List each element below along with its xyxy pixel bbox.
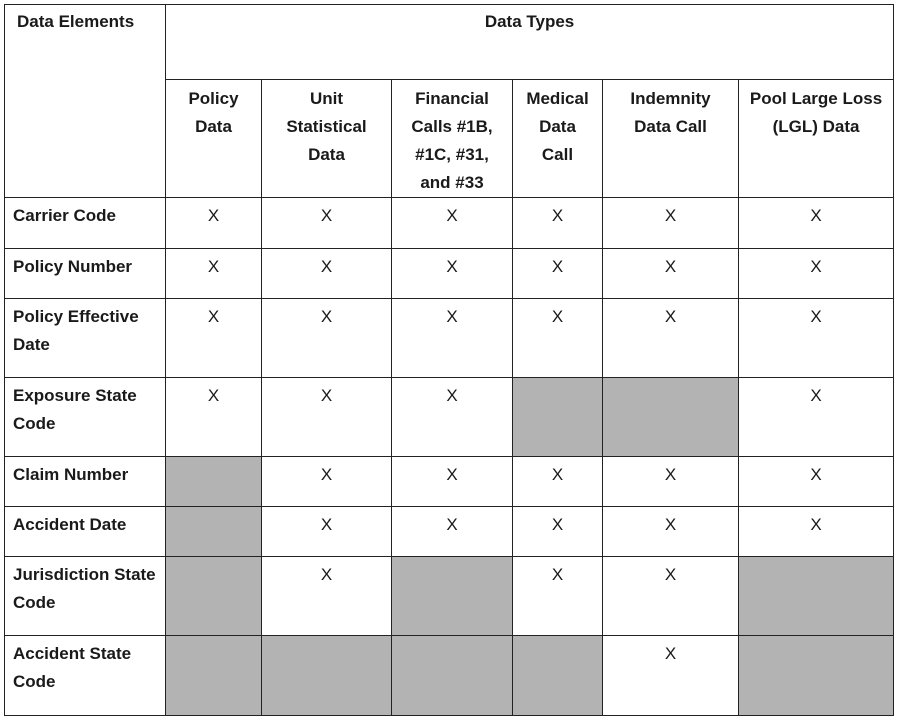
check-mark-cell: X [262, 249, 392, 299]
shaded-cell [513, 378, 603, 457]
row-label-line: Accident State [13, 644, 132, 663]
column-header-line: Statistical [286, 117, 367, 136]
column-header-line: Financial [415, 89, 489, 108]
check-mark-cell: X [166, 198, 262, 249]
column-header-line: Calls #1B, [411, 117, 493, 136]
check-mark-cell: X [392, 299, 513, 378]
row-label-line: Claim Number [13, 465, 129, 484]
row-label [5, 636, 166, 716]
check-mark-cell: X [513, 249, 603, 299]
table-row [5, 457, 894, 507]
table-row [5, 378, 894, 457]
column-header [262, 80, 392, 198]
check-mark-cell: X [392, 507, 513, 557]
row-label [5, 198, 166, 249]
check-mark-cell: X [262, 299, 392, 378]
check-mark-cell: X [603, 249, 739, 299]
shaded-cell [603, 378, 739, 457]
check-mark-cell: X [262, 507, 392, 557]
row-label-line: Accident Date [13, 515, 127, 534]
row-label [5, 249, 166, 299]
shaded-cell [392, 636, 513, 716]
shaded-cell [739, 636, 894, 716]
column-header-line: Data [308, 145, 345, 164]
table-row [5, 299, 894, 378]
row-label [5, 507, 166, 557]
data-elements-table [4, 4, 894, 716]
check-mark-cell: X [603, 507, 739, 557]
row-label [5, 378, 166, 457]
check-mark-cell: X [603, 198, 739, 249]
column-header-line: Data [539, 117, 576, 136]
data-elements-header: Data Elements [5, 5, 166, 198]
check-mark-cell: X [513, 198, 603, 249]
check-mark-cell: X [166, 249, 262, 299]
column-header-line: #1C, #31, [415, 145, 489, 164]
column-header-line: and #33 [420, 173, 484, 192]
check-mark-cell: X [739, 457, 894, 507]
shaded-cell [392, 557, 513, 636]
row-label-line: Exposure State [13, 386, 137, 405]
check-mark-cell: X [603, 636, 739, 716]
row-label-line: Jurisdiction State [13, 565, 156, 584]
table-row [5, 557, 894, 636]
column-header [166, 80, 262, 198]
row-label-line: Policy Number [13, 257, 133, 276]
check-mark-cell: X [513, 557, 603, 636]
check-mark-cell: X [603, 557, 739, 636]
table-row [5, 507, 894, 557]
shaded-cell [166, 636, 262, 716]
shaded-cell [166, 557, 262, 636]
check-mark-cell: X [739, 378, 894, 457]
row-label-line: Policy Effective [13, 307, 139, 326]
check-mark-cell: X [739, 198, 894, 249]
column-header [513, 80, 603, 198]
check-mark-cell: X [262, 457, 392, 507]
column-header-line: Unit [309, 89, 344, 108]
column-header [603, 80, 739, 198]
shaded-cell [262, 636, 392, 716]
shaded-cell [739, 557, 894, 636]
check-mark-cell: X [392, 378, 513, 457]
check-mark-cell: X [513, 299, 603, 378]
check-mark-cell: X [739, 299, 894, 378]
check-mark-cell: X [392, 249, 513, 299]
column-header-line: Pool Large Loss [749, 89, 883, 108]
check-mark-cell: X [262, 557, 392, 636]
check-mark-cell: X [166, 299, 262, 378]
check-mark-cell: X [513, 457, 603, 507]
column-header-line: Policy [188, 89, 239, 108]
data-types-header: Data Types [166, 5, 894, 80]
check-mark-cell: X [262, 378, 392, 457]
column-header-line: Data Call [634, 117, 707, 136]
column-header [392, 80, 513, 198]
shaded-cell [166, 507, 262, 557]
row-label-line: Carrier Code [13, 206, 116, 225]
row-label [5, 299, 166, 378]
row-label-line: Code [13, 593, 56, 612]
column-header-line: Data [195, 117, 232, 136]
row-label-line: Code [13, 414, 56, 433]
table-row [5, 636, 894, 716]
check-mark-cell: X [739, 249, 894, 299]
check-mark-cell: X [166, 378, 262, 457]
column-header [739, 80, 894, 198]
row-label [5, 557, 166, 636]
check-mark-cell: X [739, 507, 894, 557]
row-label-line: Date [13, 335, 50, 354]
row-label [5, 457, 166, 507]
column-header-line: Call [541, 145, 574, 164]
shaded-cell [513, 636, 603, 716]
column-header-line: (LGL) Data [772, 117, 860, 136]
check-mark-cell: X [513, 507, 603, 557]
check-mark-cell: X [392, 198, 513, 249]
check-mark-cell: X [392, 457, 513, 507]
check-mark-cell: X [603, 299, 739, 378]
check-mark-cell: X [603, 457, 739, 507]
row-label-line: Code [13, 672, 56, 691]
table-row [5, 249, 894, 299]
check-mark-cell: X [262, 198, 392, 249]
column-header-line: Indemnity [630, 89, 711, 108]
shaded-cell [166, 457, 262, 507]
table-row [5, 198, 894, 249]
column-header-line: Medical [526, 89, 589, 108]
